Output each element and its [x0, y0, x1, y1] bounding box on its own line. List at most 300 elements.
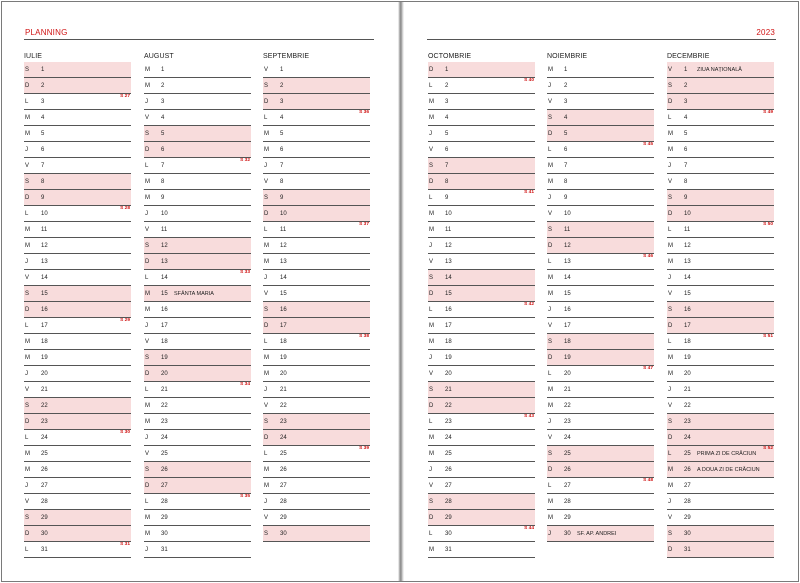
day-row[interactable] — [24, 478, 131, 494]
day-row[interactable] — [24, 542, 131, 558]
day-row[interactable] — [144, 350, 251, 366]
day-row[interactable] — [428, 286, 535, 302]
week-number: S 38 — [359, 334, 369, 339]
day-row[interactable] — [428, 542, 535, 558]
day-row[interactable] — [428, 382, 535, 398]
day-row[interactable] — [263, 174, 370, 190]
day-number: 7 — [280, 163, 284, 169]
day-letter: S — [264, 419, 269, 425]
day-row[interactable] — [144, 174, 251, 190]
day-number: 19 — [161, 355, 168, 361]
day-row[interactable] — [667, 494, 774, 510]
day-letter: S — [145, 355, 150, 361]
holiday-note: PRIMA ZI DE CRĂCIUN — [697, 451, 757, 457]
day-row[interactable] — [144, 238, 251, 254]
day-row[interactable] — [263, 78, 370, 94]
day-row[interactable] — [24, 398, 131, 414]
day-number: 7 — [41, 163, 45, 169]
day-row[interactable] — [263, 414, 370, 430]
day-letter: D — [264, 435, 269, 441]
day-row[interactable] — [547, 286, 654, 302]
day-number: 8 — [41, 179, 45, 185]
day-letter: L — [548, 259, 552, 265]
day-row[interactable] — [263, 430, 370, 446]
day-row[interactable] — [428, 238, 535, 254]
day-letter: S — [25, 67, 30, 73]
day-row[interactable] — [547, 190, 654, 206]
day-row[interactable] — [263, 494, 370, 510]
day-letter: L — [145, 163, 149, 169]
holiday-note: SF. AP. ANDREI — [577, 531, 617, 537]
day-row[interactable] — [547, 350, 654, 366]
day-row[interactable] — [144, 222, 251, 238]
day-row[interactable] — [667, 542, 774, 558]
day-row[interactable] — [144, 382, 251, 398]
day-number: 26 — [684, 467, 691, 473]
day-row[interactable] — [547, 382, 654, 398]
day-number: 16 — [280, 307, 287, 313]
day-row[interactable] — [547, 238, 654, 254]
day-row[interactable] — [263, 382, 370, 398]
day-row[interactable] — [428, 366, 535, 382]
day-letter: S — [429, 163, 434, 169]
day-row[interactable] — [428, 174, 535, 190]
day-row[interactable] — [144, 78, 251, 94]
day-row[interactable] — [667, 222, 774, 238]
day-row[interactable] — [667, 78, 774, 94]
day-letter: M — [429, 211, 434, 217]
day-letter: M — [145, 195, 150, 201]
day-letter: S — [429, 387, 434, 393]
day-row[interactable] — [667, 126, 774, 142]
day-number: 24 — [564, 435, 571, 441]
day-letter: L — [264, 451, 268, 457]
day-number: 10 — [161, 211, 168, 217]
day-number: 13 — [161, 259, 168, 265]
day-letter: V — [25, 499, 30, 505]
day-letter: S — [25, 291, 30, 297]
week-number: S 35 — [240, 494, 250, 499]
day-row[interactable] — [547, 430, 654, 446]
month-column — [547, 52, 654, 542]
day-row[interactable] — [144, 270, 251, 286]
day-row[interactable] — [428, 430, 535, 446]
day-row[interactable] — [263, 190, 370, 206]
day-row[interactable] — [24, 318, 131, 334]
day-row[interactable] — [24, 430, 131, 446]
day-letter: V — [25, 163, 30, 169]
day-row[interactable] — [547, 94, 654, 110]
day-row[interactable] — [547, 126, 654, 142]
day-row[interactable] — [547, 158, 654, 174]
day-number: 19 — [41, 355, 48, 361]
day-row[interactable] — [667, 174, 774, 190]
day-row[interactable] — [547, 478, 654, 494]
day-letter: V — [145, 115, 150, 121]
day-row[interactable] — [144, 254, 251, 270]
day-row[interactable] — [144, 494, 251, 510]
day-row[interactable] — [428, 510, 535, 526]
day-row[interactable] — [667, 158, 774, 174]
day-row[interactable] — [547, 174, 654, 190]
day-letter: J — [25, 147, 28, 153]
day-row[interactable] — [547, 510, 654, 526]
day-row[interactable] — [428, 94, 535, 110]
day-row[interactable] — [263, 286, 370, 302]
day-number: 22 — [445, 403, 452, 409]
day-row[interactable] — [144, 206, 251, 222]
day-letter: M — [668, 467, 673, 473]
day-row[interactable] — [263, 238, 370, 254]
day-letter: M — [548, 291, 553, 297]
day-letter: M — [145, 307, 150, 313]
day-row[interactable] — [24, 110, 131, 126]
day-row[interactable] — [24, 78, 131, 94]
week-number: S 51 — [763, 334, 773, 339]
day-row[interactable] — [547, 334, 654, 350]
day-number: 16 — [684, 307, 691, 313]
day-row[interactable] — [547, 462, 654, 478]
day-row[interactable] — [667, 142, 774, 158]
week-number: S 50 — [763, 222, 773, 227]
day-row[interactable] — [667, 414, 774, 430]
day-row[interactable] — [428, 494, 535, 510]
day-letter: M — [25, 339, 30, 345]
day-number: 16 — [445, 307, 452, 313]
day-row[interactable] — [144, 334, 251, 350]
day-row[interactable] — [24, 302, 131, 318]
day-row[interactable] — [667, 62, 774, 78]
day-letter: V — [264, 291, 269, 297]
day-letter: M — [145, 531, 150, 537]
day-letter: J — [548, 531, 551, 537]
day-row[interactable] — [667, 350, 774, 366]
day-number: 10 — [41, 211, 48, 217]
day-number: 2 — [684, 83, 688, 89]
month-name: NOIEMBRIE — [547, 53, 588, 60]
day-letter: S — [668, 531, 673, 537]
day-row[interactable] — [144, 318, 251, 334]
day-row[interactable] — [547, 366, 654, 382]
day-row[interactable] — [24, 462, 131, 478]
day-letter: M — [668, 371, 673, 377]
week-number: S 40 — [524, 78, 534, 83]
day-row[interactable] — [547, 318, 654, 334]
day-number: 23 — [161, 419, 168, 425]
day-row[interactable] — [667, 462, 774, 478]
day-row[interactable] — [263, 302, 370, 318]
day-number: 25 — [445, 451, 452, 457]
day-row[interactable] — [547, 398, 654, 414]
day-number: 12 — [161, 243, 168, 249]
day-row[interactable] — [24, 62, 131, 78]
day-row[interactable] — [667, 110, 774, 126]
day-number: 30 — [684, 531, 691, 537]
month-name: OCTOMBRIE — [428, 53, 472, 60]
day-letter: S — [668, 307, 673, 313]
day-row[interactable] — [263, 318, 370, 334]
day-number: 9 — [684, 195, 688, 201]
day-letter: L — [548, 147, 552, 153]
day-row[interactable] — [428, 190, 535, 206]
day-letter: D — [25, 307, 30, 313]
day-row[interactable] — [24, 286, 131, 302]
day-row[interactable] — [667, 398, 774, 414]
day-row[interactable] — [144, 510, 251, 526]
day-row[interactable] — [667, 286, 774, 302]
day-row[interactable] — [24, 334, 131, 350]
day-row[interactable] — [144, 366, 251, 382]
day-row[interactable] — [263, 254, 370, 270]
day-number: 22 — [280, 403, 287, 409]
day-number: 27 — [684, 483, 691, 489]
day-row[interactable] — [263, 94, 370, 110]
day-letter: S — [264, 307, 269, 313]
day-letter: D — [429, 179, 434, 185]
day-number: 5 — [161, 131, 165, 137]
day-row[interactable] — [547, 78, 654, 94]
day-row[interactable] — [144, 286, 251, 302]
day-row[interactable] — [428, 142, 535, 158]
day-row[interactable] — [667, 302, 774, 318]
day-row[interactable] — [667, 430, 774, 446]
day-row[interactable] — [144, 302, 251, 318]
day-row[interactable] — [667, 382, 774, 398]
day-row[interactable] — [428, 478, 535, 494]
day-row[interactable] — [263, 526, 370, 542]
day-row[interactable] — [24, 94, 131, 110]
day-number: 15 — [41, 291, 48, 297]
day-row[interactable] — [428, 126, 535, 142]
day-letter: M — [25, 131, 30, 137]
day-number: 4 — [684, 115, 688, 121]
day-number: 26 — [564, 467, 571, 473]
day-number: 11 — [445, 227, 452, 233]
day-row[interactable] — [547, 222, 654, 238]
day-row[interactable] — [428, 206, 535, 222]
day-number: 18 — [41, 339, 48, 345]
day-row[interactable] — [667, 510, 774, 526]
day-row[interactable] — [144, 526, 251, 542]
day-row[interactable] — [144, 478, 251, 494]
day-row[interactable] — [667, 478, 774, 494]
day-letter: L — [668, 451, 672, 457]
day-row[interactable] — [667, 270, 774, 286]
day-row[interactable] — [547, 302, 654, 318]
day-row[interactable] — [428, 462, 535, 478]
day-number: 26 — [445, 467, 452, 473]
day-row[interactable] — [547, 526, 654, 542]
day-row[interactable] — [144, 542, 251, 558]
day-row[interactable] — [144, 190, 251, 206]
day-row[interactable] — [547, 254, 654, 270]
day-row[interactable] — [428, 318, 535, 334]
month-column — [428, 52, 535, 558]
day-letter: L — [145, 275, 149, 281]
day-letter: L — [145, 387, 149, 393]
day-letter: L — [25, 435, 29, 441]
day-row[interactable] — [24, 238, 131, 254]
day-row[interactable] — [667, 446, 774, 462]
day-row[interactable] — [144, 126, 251, 142]
day-row[interactable] — [547, 62, 654, 78]
day-row[interactable] — [263, 62, 370, 78]
day-row[interactable] — [24, 446, 131, 462]
day-row[interactable] — [547, 206, 654, 222]
day-row[interactable] — [24, 510, 131, 526]
day-number: 1 — [41, 67, 45, 73]
day-row[interactable] — [547, 414, 654, 430]
day-letter: M — [548, 499, 553, 505]
day-row[interactable] — [263, 126, 370, 142]
day-row[interactable] — [428, 414, 535, 430]
day-row[interactable] — [667, 190, 774, 206]
day-number: 31 — [445, 547, 452, 553]
day-row[interactable] — [667, 238, 774, 254]
day-row[interactable] — [24, 350, 131, 366]
day-letter: J — [264, 275, 267, 281]
day-number: 10 — [280, 211, 287, 217]
day-number: 14 — [41, 275, 48, 281]
day-row[interactable] — [24, 414, 131, 430]
day-row[interactable] — [24, 270, 131, 286]
day-row[interactable] — [428, 446, 535, 462]
day-row[interactable] — [667, 254, 774, 270]
day-letter: L — [429, 531, 433, 537]
day-letter: S — [548, 339, 553, 345]
day-number: 29 — [41, 515, 48, 521]
day-number: 15 — [445, 291, 452, 297]
day-row[interactable] — [144, 414, 251, 430]
day-row[interactable] — [263, 446, 370, 462]
day-row[interactable] — [144, 62, 251, 78]
day-row[interactable] — [144, 398, 251, 414]
day-letter: S — [548, 115, 553, 121]
day-row[interactable] — [667, 94, 774, 110]
day-number: 15 — [280, 291, 287, 297]
day-row[interactable] — [263, 366, 370, 382]
day-row[interactable] — [263, 270, 370, 286]
day-row[interactable] — [144, 94, 251, 110]
day-row[interactable] — [24, 382, 131, 398]
day-row[interactable] — [144, 110, 251, 126]
day-row[interactable] — [667, 366, 774, 382]
day-number: 19 — [564, 355, 571, 361]
day-number: 15 — [564, 291, 571, 297]
day-letter: L — [429, 307, 433, 313]
day-row[interactable] — [547, 494, 654, 510]
day-row[interactable] — [144, 430, 251, 446]
day-row[interactable] — [428, 254, 535, 270]
day-number: 11 — [161, 227, 168, 233]
day-row[interactable] — [24, 494, 131, 510]
day-row[interactable] — [263, 350, 370, 366]
day-row[interactable] — [144, 142, 251, 158]
day-row[interactable] — [428, 62, 535, 78]
day-row[interactable] — [547, 446, 654, 462]
day-letter: D — [145, 147, 150, 153]
day-row[interactable] — [428, 110, 535, 126]
day-row[interactable] — [428, 270, 535, 286]
day-row[interactable] — [144, 462, 251, 478]
day-row[interactable] — [144, 158, 251, 174]
day-row[interactable] — [263, 510, 370, 526]
day-row[interactable] — [667, 526, 774, 542]
day-letter: M — [264, 355, 269, 361]
day-number: 13 — [41, 259, 48, 265]
day-letter: L — [668, 227, 672, 233]
day-row[interactable] — [24, 222, 131, 238]
day-row[interactable] — [547, 110, 654, 126]
day-number: 12 — [280, 243, 287, 249]
day-row[interactable] — [428, 350, 535, 366]
day-row[interactable] — [24, 190, 131, 206]
day-row[interactable] — [24, 158, 131, 174]
day-row[interactable] — [428, 526, 535, 542]
day-row[interactable] — [263, 398, 370, 414]
day-row[interactable] — [428, 158, 535, 174]
day-row[interactable] — [547, 270, 654, 286]
day-row[interactable] — [24, 254, 131, 270]
day-letter: M — [548, 403, 553, 409]
day-row[interactable] — [24, 126, 131, 142]
day-number: 20 — [445, 371, 452, 377]
day-letter: J — [264, 499, 267, 505]
day-row[interactable] — [428, 398, 535, 414]
day-number: 31 — [41, 547, 48, 553]
day-row[interactable] — [428, 222, 535, 238]
day-row[interactable] — [263, 110, 370, 126]
day-row[interactable] — [667, 318, 774, 334]
day-row[interactable] — [263, 222, 370, 238]
day-letter: V — [145, 227, 150, 233]
day-row[interactable] — [263, 158, 370, 174]
day-row[interactable] — [263, 334, 370, 350]
day-letter: V — [145, 339, 150, 345]
day-number: 16 — [161, 307, 168, 313]
day-row[interactable] — [263, 142, 370, 158]
day-row[interactable] — [428, 78, 535, 94]
day-row[interactable] — [144, 446, 251, 462]
day-number: 14 — [161, 275, 168, 281]
day-letter: S — [548, 451, 553, 457]
day-row[interactable] — [428, 302, 535, 318]
day-number: 7 — [684, 163, 688, 169]
day-number: 3 — [280, 99, 284, 105]
day-letter: M — [145, 419, 150, 425]
day-number: 24 — [445, 435, 452, 441]
day-letter: M — [548, 163, 553, 169]
week-number: S 45 — [643, 142, 653, 147]
day-row[interactable] — [24, 206, 131, 222]
day-row[interactable] — [263, 478, 370, 494]
day-row[interactable] — [667, 206, 774, 222]
day-row[interactable] — [428, 334, 535, 350]
day-row[interactable] — [24, 142, 131, 158]
day-number: 25 — [564, 451, 571, 457]
day-row[interactable] — [24, 366, 131, 382]
week-number: S 36 — [359, 110, 369, 115]
day-row[interactable] — [547, 142, 654, 158]
day-number: 22 — [41, 403, 48, 409]
day-row[interactable] — [24, 174, 131, 190]
day-row[interactable] — [263, 206, 370, 222]
day-row[interactable] — [24, 526, 131, 542]
day-row[interactable] — [667, 334, 774, 350]
day-number: 9 — [161, 195, 165, 201]
day-row[interactable] — [263, 462, 370, 478]
day-letter: M — [145, 291, 150, 297]
